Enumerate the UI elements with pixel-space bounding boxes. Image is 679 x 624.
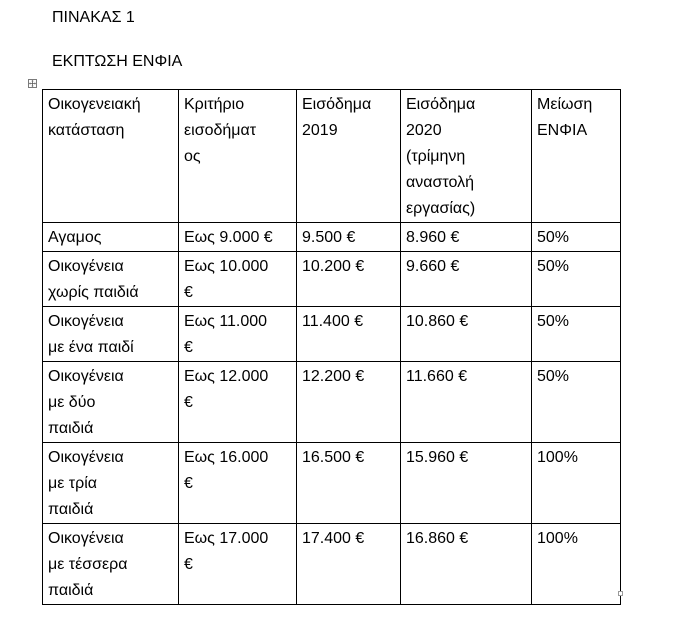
cell-family-status-line: με τρία — [48, 475, 98, 492]
table-header-row — [43, 90, 621, 223]
header-line: 2020 — [406, 122, 442, 139]
cell-income-criterion-line: Εως 9.000 € — [184, 229, 273, 246]
header-cell-income-2020 — [401, 90, 532, 223]
cell-family-status — [43, 443, 179, 524]
cell-income-criterion-line: Εως 10.000 — [184, 258, 269, 275]
header-cell-enfia-reduction — [532, 90, 621, 223]
header-line: κατάσταση — [48, 122, 125, 139]
cell-income-criterion-line: Εως 11.000 — [184, 313, 268, 330]
cell-family-status-line: Αγαμος — [48, 229, 102, 246]
cell-income-2019: 10.200 € — [297, 252, 401, 307]
cell-income-2020: 16.860 € — [401, 524, 532, 605]
cell-income-criterion — [179, 362, 297, 443]
cell-income-2019: 17.400 € — [297, 524, 401, 605]
header-line: εισοδήματ — [184, 122, 257, 139]
cell-family-status — [43, 362, 179, 443]
cell-enfia-reduction: 50% — [532, 252, 621, 307]
cell-income-criterion — [179, 524, 297, 605]
table-row — [43, 443, 621, 524]
cell-family-status-line: Οικογένεια — [48, 313, 124, 330]
table-row — [43, 223, 621, 252]
cell-family-status — [43, 307, 179, 362]
cell-income-criterion-line: € — [184, 284, 193, 301]
cell-family-status-line: με τέσσερα — [48, 556, 128, 573]
cell-family-status-line: χωρίς παιδιά — [48, 284, 139, 301]
cell-income-2020: 15.960 € — [401, 443, 532, 524]
cell-income-2019: 12.200 € — [297, 362, 401, 443]
cell-family-status — [43, 252, 179, 307]
resize-square-icon[interactable] — [618, 591, 623, 596]
cell-family-status-line: Οικογένεια — [48, 530, 124, 547]
header-line: Οικογενειακή — [48, 96, 141, 113]
table-row — [43, 307, 621, 362]
header-line: ος — [184, 148, 201, 165]
header-line: αναστολή — [406, 174, 474, 191]
document-subtitle: ΕΚΠΤΩΣΗ ΕΝΦΙΑ — [52, 53, 183, 70]
header-line: Κριτήριο — [184, 96, 245, 113]
header-line: Μείωση — [537, 96, 593, 113]
cell-family-status-line: με δύο — [48, 394, 96, 411]
cell-income-criterion — [179, 252, 297, 307]
cell-family-status-line: με ένα παιδί — [48, 339, 134, 356]
cell-family-status — [43, 223, 179, 252]
cell-income-criterion-line: Εως 16.000 — [184, 449, 269, 466]
cell-income-2020: 8.960 € — [401, 223, 532, 252]
cell-income-2020: 9.660 € — [401, 252, 532, 307]
cell-enfia-reduction: 100% — [532, 524, 621, 605]
cell-income-criterion-line: € — [184, 339, 193, 356]
cell-enfia-reduction: 100% — [532, 443, 621, 524]
cell-family-status-line: Οικογένεια — [48, 368, 124, 385]
table-row — [43, 362, 621, 443]
cell-family-status-line: παιδιά — [48, 420, 94, 437]
cell-income-criterion — [179, 443, 297, 524]
cell-family-status — [43, 524, 179, 605]
cell-income-criterion — [179, 223, 297, 252]
cell-enfia-reduction: 50% — [532, 307, 621, 362]
header-cell-income-criterion — [179, 90, 297, 223]
cell-enfia-reduction: 50% — [532, 362, 621, 443]
header-line: ΕΝΦΙΑ — [537, 122, 588, 139]
cell-family-status-line: Οικογένεια — [48, 449, 124, 466]
cell-income-2020: 10.860 € — [401, 307, 532, 362]
table-body — [43, 90, 621, 605]
header-cell-family-status — [43, 90, 179, 223]
cell-income-criterion — [179, 307, 297, 362]
header-line: Εισόδημα — [302, 96, 372, 113]
cell-income-2019: 16.500 € — [297, 443, 401, 524]
enfia-reduction-table — [42, 89, 621, 605]
cell-income-criterion-line: Εως 12.000 — [184, 368, 269, 385]
cell-family-status-line: παιδιά — [48, 501, 94, 518]
cell-family-status-line: παιδιά — [48, 582, 94, 599]
cell-family-status-line: Οικογένεια — [48, 258, 124, 275]
cell-income-2019: 11.400 € — [297, 307, 401, 362]
cell-income-criterion-line: € — [184, 475, 193, 492]
cell-income-2020: 11.660 € — [401, 362, 532, 443]
header-line: εργασίας) — [406, 200, 476, 217]
cell-income-2019: 9.500 € — [297, 223, 401, 252]
cell-income-criterion-line: € — [184, 394, 193, 411]
header-cell-income-2019 — [297, 90, 401, 223]
header-line: Εισόδημα — [406, 96, 476, 113]
table-row — [43, 252, 621, 307]
cell-income-criterion-line: € — [184, 556, 193, 573]
document-title: ΠΙΝΑΚΑΣ 1 — [52, 9, 135, 26]
cell-income-criterion-line: Εως 17.000 — [184, 530, 269, 547]
header-line: 2019 — [302, 122, 338, 139]
four-way-arrow-icon[interactable] — [28, 79, 37, 88]
header-line: (τρίμηνη — [406, 148, 466, 165]
cell-enfia-reduction: 50% — [532, 223, 621, 252]
table-row — [43, 524, 621, 605]
